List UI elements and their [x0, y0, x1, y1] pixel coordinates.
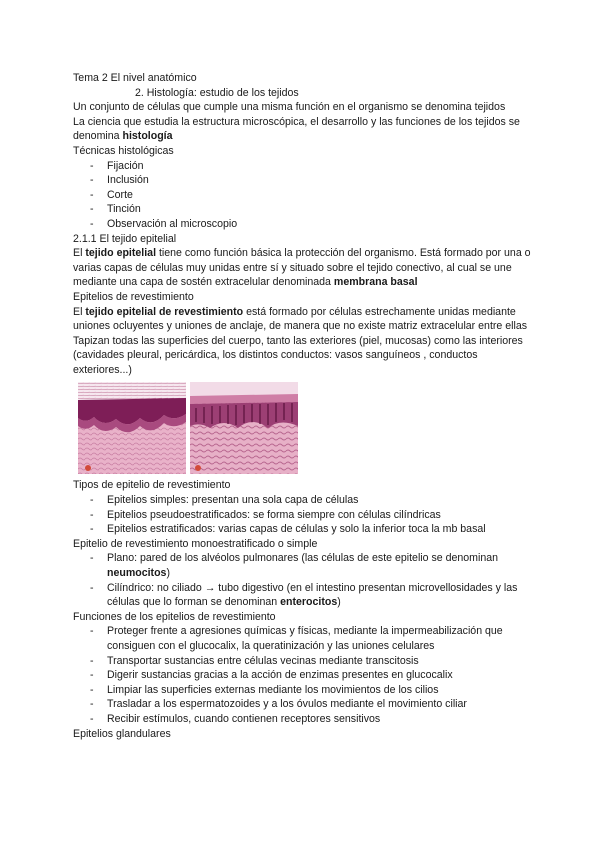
list-item: - Fijación	[73, 159, 531, 174]
list-item: - Limpiar las superficies externas mediante los movimientos de los cilios	[73, 683, 531, 698]
list-item: - Digerir sustancias gracias a la acción de enzimas presentes en glucocalix	[73, 668, 531, 683]
text-run: Cilíndrico: no ciliado → tubo digestivo (en el intestino presentan microvellosidades y las células que lo forman se denominan	[107, 581, 518, 609]
list-item: - Epitelios pseudoestratificados: se forma siempre con células cilíndricas	[73, 508, 531, 523]
list-item	[73, 581, 531, 610]
monoestratificado-list	[73, 551, 531, 609]
document-body	[73, 71, 531, 741]
paragraph-revestimiento	[73, 305, 531, 334]
glandulares-title: Epitelios glandulares	[73, 727, 171, 740]
list-item: - Inclusión	[73, 173, 531, 188]
funciones-list	[73, 624, 531, 726]
bold-term-revestimiento: tejido epitelial de revestimiento	[85, 305, 244, 318]
list-item: - Trasladar a los espermatozoides y a los óvulos mediante el movimiento ciliar	[73, 697, 531, 712]
section-subheading: 2. Histología: estudio de los tejidos	[135, 86, 299, 99]
text-run: La ciencia que estudia la estructura microscópica, el desarrollo y las funciones de los tejidos se denomina	[73, 115, 520, 143]
list-item	[73, 551, 531, 580]
histology-image-stratified	[78, 382, 186, 474]
tipos-list	[73, 493, 531, 537]
list-item: - Observación al microscopio	[73, 217, 531, 232]
list-item: - Transportar sustancias entre células vecinas mediante transcitosis	[73, 654, 531, 669]
paragraph-tapizan: Tapizan todas las superficies del cuerpo, tanto las exteriores (piel, mucosas) como las interiores (cavidades pleural, pericárdica, los distintos conductos: vasos sanguíneos , conductos exteriores...)	[73, 334, 523, 376]
list-item: - Epitelios simples: presentan una sola capa de células	[73, 493, 531, 508]
text-run: Plano: pared de los alvéolos pulmonares (las células de este epitelio se denominan	[107, 552, 499, 565]
tecnicas-title: Técnicas histológicas	[73, 144, 174, 157]
paragraph-epitelial	[73, 246, 531, 290]
histology-image-epithelium	[190, 382, 298, 474]
funciones-title: Funciones de los epitelios de revestimiento	[73, 610, 276, 623]
text-run: )	[166, 567, 170, 580]
text-run: está formado por células estrechamente unidas mediante uniones ocluyentes y uniones de anclaje, de manera que no existe matriz extracelular entre ellas	[73, 305, 528, 333]
text-run: tiene como función básica la protección del organismo. Está formado por una o varias capas de células muy unidas entre sí y situado sobre el tejido conectivo, al cual se une mediante una capa de sostén extracelular denominada	[73, 247, 531, 289]
bold-term-histologia: histología	[122, 130, 173, 143]
text-run: El	[73, 247, 86, 260]
tecnicas-list	[73, 159, 531, 232]
list-item: - Recibir estímulos, cuando contienen receptores sensitivos	[73, 712, 531, 727]
list-item: - Proteger frente a agresiones químicas y físicas, mediante la impermeabilización que consiguen con el glucocalix, la queratinización y las uniones celulares	[73, 624, 531, 653]
list-item: - Corte	[73, 188, 531, 203]
bold-term-tejido-epitelial: tejido epitelial	[85, 247, 157, 260]
paragraph-tejidos: Un conjunto de células que cumple una misma función en el organismo se denomina tejidos	[73, 101, 506, 114]
paragraph-histologia	[73, 115, 531, 144]
revestimiento-title: Epitelios de revestimiento	[73, 290, 194, 303]
text-run: )	[337, 596, 341, 609]
tipos-title: Tipos de epitelio de revestimiento	[73, 479, 231, 492]
histology-figure	[78, 382, 531, 474]
epitelial-section-title: 2.1.1 El tejido epitelial	[73, 232, 177, 245]
list-item: - Tinción	[73, 202, 531, 217]
list-item: - Epitelios estratificados: varias capas de células y solo la inferior toca la mb basal	[73, 522, 531, 537]
bold-term-neumocitos: neumocitos	[107, 567, 167, 580]
bold-term-enterocitos: enterocitos	[280, 596, 338, 609]
text-run: El	[73, 305, 86, 318]
monoestratificado-title: Epitelio de revestimiento monoestratificado o simple	[73, 537, 318, 550]
bold-term-membrana-basal: membrana basal	[333, 276, 418, 289]
topic-heading: Tema 2 El nivel anatómico	[73, 72, 197, 84]
